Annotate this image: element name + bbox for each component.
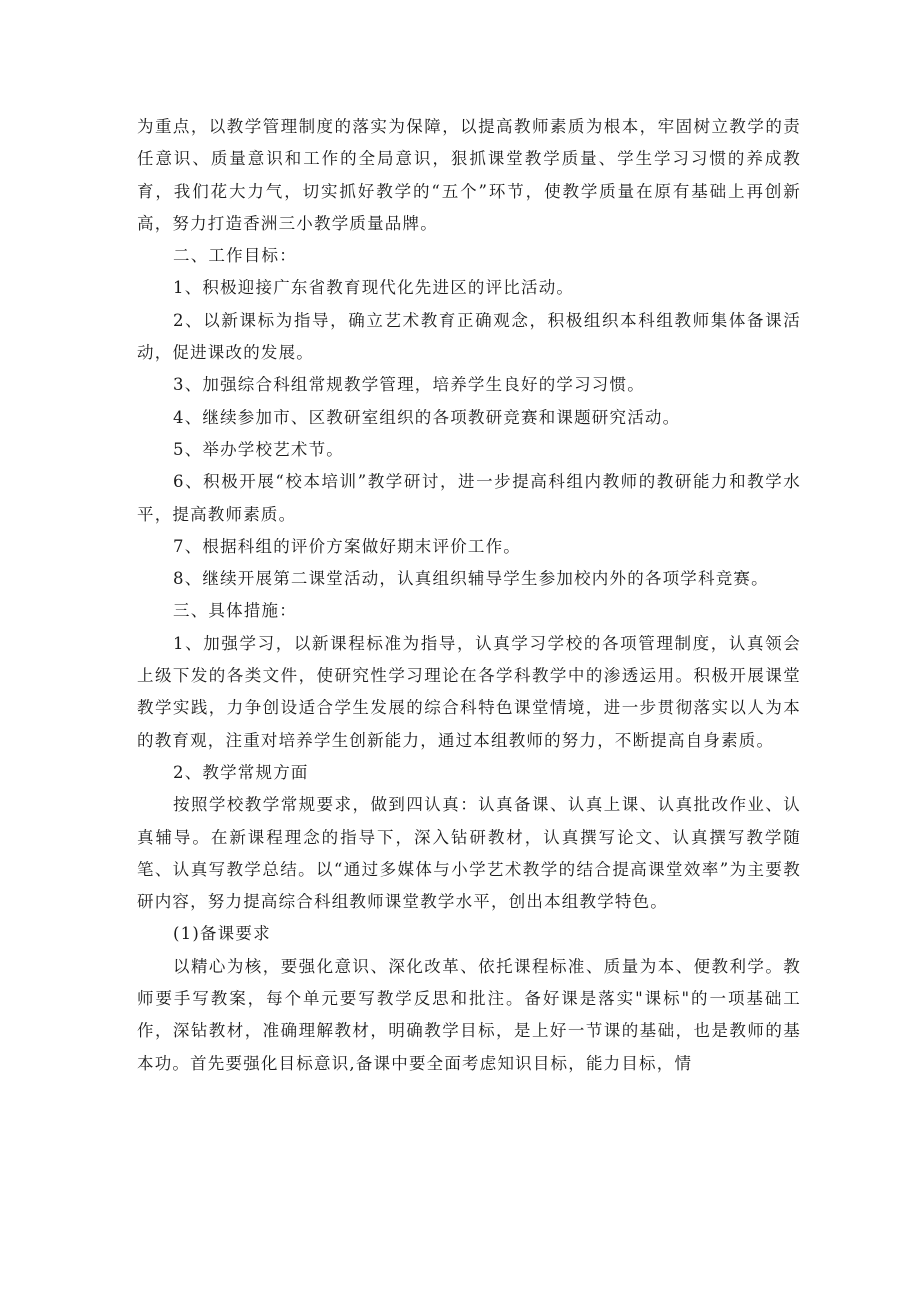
document-body bbox=[137, 111, 801, 1080]
goal-item-5: 5、举办学校艺术节。 bbox=[173, 439, 344, 459]
lesson-prep-heading: (1)备课要求 bbox=[173, 924, 271, 944]
heading-measures: 三、具体措施： bbox=[173, 601, 297, 621]
paragraph-intro: 为重点，以教学管理制度的落实为保障，以提高教师素质为根本，牢固树立教学的责任意识、质量意识和工作的全局意识，狠抓课堂教学质量、学生学习习惯的养成教育，我们花大力气，切实抓好教学的“五个”环节，使教学质量在原有基础上再创新高，努力打造香洲三小教学质量品牌。 bbox=[137, 117, 801, 233]
measure-item-1: 1、加强学习，以新课程标准为指导，认真学习学校的各项管理制度，认真领会上级下发的各类文件，使研究性学习理论在各学科教学中的渗透运用。积极开展课堂教学实践，力争创设适合学生发展的综合科特色课堂情境，进一步贯彻落实以人为本的教育观，注重对培养学生创新能力，通过本组教师的努力，不断提高自身素质。 bbox=[137, 633, 801, 750]
goal-item-1: 1、积极迎接广东省教育现代化先进区的评比活动。 bbox=[173, 278, 575, 298]
goal-item-2: 2、以新课标为指导，确立艺术教育正确观念，积极组织本科组教师集体备课活动，促进课改的发展。 bbox=[137, 310, 801, 363]
heading-work-goals: 二、工作目标： bbox=[173, 246, 297, 266]
measure-item-2-heading: 2、教学常规方面 bbox=[173, 762, 309, 782]
goal-item-8: 8、继续开展第二课堂活动，认真组织辅导学生参加校内外的各项学科竞赛。 bbox=[173, 569, 769, 589]
goal-item-3: 3、加强综合科组常规教学管理，培养学生良好的学习习惯。 bbox=[173, 375, 645, 395]
goal-item-7: 7、根据科组的评价方案做好期末评价工作。 bbox=[173, 536, 521, 556]
goal-item-4: 4、继续参加市、区教研室组织的各项教研竞赛和课题研究活动。 bbox=[173, 407, 681, 427]
teaching-routine-paragraph: 按照学校教学常规要求，做到四认真：认真备课、认真上课、认真批改作业、认真辅导。在新课程理念的指导下，深入钻研教材，认真撰写论文、认真撰写教学随笔、认真写教学总结。以“通过多媒体与小学艺术教学的结合提高课堂效率”为主要教研内容，努力提高综合科组教师课堂教学水平，创出本组教学特色。 bbox=[137, 795, 801, 912]
goal-item-6: 6、积极开展“校本培训”教学研讨，进一步提高科组内教师的教研能力和教学水平，提高教师素质。 bbox=[137, 472, 801, 524]
lesson-prep-paragraph: 以精心为核，要强化意识、深化改革、依托课程标准、质量为本、便教利学。教师要手写教案，每个单元要写教学反思和批注。备好课是落实"课标"的一项基础工作，深钻教材，准确理解教材，明确教学目标，是上好一节课的基础，也是教师的基本功。首先要强化目标意识,备课中要全面考虑知识目标，能力目标，情 bbox=[137, 956, 801, 1073]
